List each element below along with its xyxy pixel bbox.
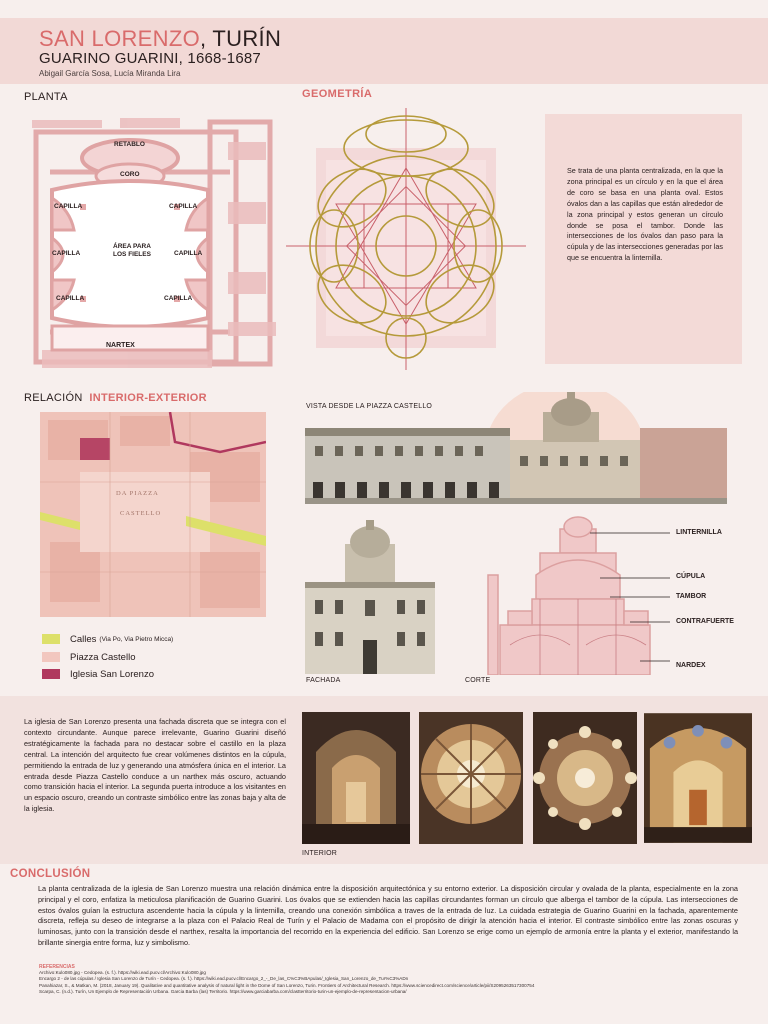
references xyxy=(39,964,754,995)
legend-label-piazza: Piazza Castello xyxy=(70,651,136,663)
reference-line[interactable]: Archivo:Kulo080.jpg - Cedopea. (s. f.). https://wiki.ead.pucv.cl/Archivo:Kulo080.jpg xyxy=(39,970,206,976)
corte-label-tambor: TAMBOR xyxy=(676,593,707,600)
label-coro: CORO xyxy=(120,171,140,178)
legend-item-calles xyxy=(42,633,173,645)
corte-label-linternilla: LINTERNILLA xyxy=(676,529,722,536)
relation-text: La iglesia de San Lorenzo presenta una fachada discreta que se integra con el contexto circundante. Aunque parece irrelevante, Guarino Guarini diseñó estratégicamente la fachada para no destacar sobre el castillo en la plaza central. La intención del arquitecto fue crear volúmenes distintos en la cúpula, permitiendo la entrada de luz y generando una atmósfera única en el interior. La entrada desde Piazza Castello conduce a un narthex más oscuro, actuando como transición hacia el interior. La segunda puerta introduce a los visitantes en un espacio oscuro, creando un contraste simbólico entre las zonas baja y alta de la iglesia. xyxy=(24,717,286,814)
floor-plan xyxy=(30,112,280,374)
legend-swatch-iglesia xyxy=(42,669,60,679)
authors: Abigail García Sosa, Lucía Miranda Lira xyxy=(39,69,181,78)
geometry-diagram xyxy=(286,108,526,370)
label-capilla-1: CAPILLA xyxy=(54,203,83,210)
title-rest: , TURÍN xyxy=(200,26,282,51)
photo-interior-3 xyxy=(531,712,639,844)
corte-leader-lines xyxy=(590,530,670,670)
legend-item-iglesia xyxy=(42,668,154,680)
caption-piazza: VISTA DESDE LA PIAZZA CASTELLO xyxy=(306,403,433,410)
legend-label-calles: Calles xyxy=(70,633,97,645)
reference-line[interactable]: Panahiazar, S., & Matkan, M. (2018, January 19). Qualitative and quantitative analysis of natural light in the Dome of San Lorenzo, Turin. Frontiers of Architectural Research. https://www.sciencedirect.com/science/article/pii/S2095263517300754 xyxy=(39,982,535,988)
label-area-line1: ÁREA PARA xyxy=(113,243,151,250)
photo-fachada xyxy=(305,520,435,674)
photo-interior-4 xyxy=(644,712,752,844)
label-capilla-3: CAPILLA xyxy=(52,250,81,257)
reference-line[interactable]: Scarpa, C. (n.d.). Turín, Un Ejemplo de Representación Urbana. Garcia Barba (las) Territorio. https://www.garciabarba.com/clastterritorio-turin-un-ejemplo-de-representacion-urbana/ xyxy=(39,988,407,994)
map-label-da-piazza: DA PIAZZA xyxy=(116,490,159,497)
caption-fachada: FACHADA xyxy=(306,677,341,684)
geometry-drawing xyxy=(286,108,526,370)
corte-label-nardex: NARDEX xyxy=(676,662,706,669)
corte-label-cupula: CÚPULA xyxy=(676,573,706,580)
section-relacion xyxy=(24,392,207,404)
section-planta: PLANTA xyxy=(24,91,68,103)
legend-label-iglesia: Iglesia San Lorenzo xyxy=(70,668,154,680)
photo-piazza-castello xyxy=(305,392,727,504)
relacion-accent: INTERIOR-EXTERIOR xyxy=(89,392,207,404)
label-area-fieles xyxy=(110,243,154,259)
label-capilla-5: CAPILLA xyxy=(56,295,85,302)
label-nartex: NARTEX xyxy=(106,342,135,349)
page-title xyxy=(39,26,281,52)
photo-interior-2 xyxy=(417,712,525,844)
corte-label-contrafuerte: CONTRAFUERTE xyxy=(676,618,734,625)
conclusion-text: La planta centralizada de la iglesia de San Lorenzo muestra una relación dinámica entre la disposición arquitectónica y su entorno exterior. La disposición circular y ovalada de la planta, especialmente en la zona principal y el coro, enfatiza la meticulosa planificación de Guarino Guarini. Los óvalos que se extienden hacia las capillas circundantes forman un círculo que alberga el tambor de la cúpula. Las intersecciones de estos óvalos guían la estructura ascendente hacia la cúpula y la linternilla, creando una conexión simbólica a traves de la entrada de luz. La cuidada estrategia de Guarino Guarini en la fachada, aparentemente discreta, refleja su deseo de integrarse a la plaza con el Palacio Real de Turín y el Palacio de Madama con el propósito de dirigir la atención hacia el interior. El contraste simbólico entre las zonas oscuras y luminosas, junto con la transición desde el narthex, resalta la importancia del recorrido en la experiencia del edificio. San Lorenzo se erige como un ejemplo de armonía entre la planta y el exterior, manifestando la brillante sinergia entre forma, luz y simbolismo. xyxy=(38,884,738,947)
section-conclusion: CONCLUSIÓN xyxy=(10,868,91,880)
site-map xyxy=(40,412,266,617)
section-geometria: GEOMETRÍA xyxy=(302,88,373,100)
label-capilla-6: CAPILLA xyxy=(164,295,193,302)
legend-item-piazza xyxy=(42,651,135,663)
page-subtitle: GUARINO GUARINI, 1668-1687 xyxy=(39,50,261,67)
photo-interior-1 xyxy=(302,712,410,844)
map-label-castello: CASTELLO xyxy=(120,510,162,517)
legend-swatch-piazza xyxy=(42,652,60,662)
reference-line[interactable]: Encargo 2 - de las cúpulas / Iglesia San Lorenzo de Turín - Cedopea. (s. f.). https://wiki.ead.pucv.cl/Encargo_2_-_De_las_C%C3%BApulas/_Iglesia_San_Lorenzo_de_Tur%C3%ADn xyxy=(39,976,409,982)
geometry-description: Se trata de una planta centralizada, en la que la zona principal es un círculo y en la que el área de coro se basa en una planta oval. Estos óvalos dan a las capillas que están alrededor de la zona principal y estos generan un círculo donde se posa el tambor. Donde las intersecciones de los óvalos dan paso para la cúpula y de las intersecciones generadas por las que se encuentra la linternilla. xyxy=(567,166,723,263)
caption-corte: CORTE xyxy=(465,677,491,684)
label-retablo: RETABLO xyxy=(114,141,145,148)
relacion-word: RELACIÓN xyxy=(24,392,83,404)
legend-note-calles: (Via Po, Via Pietro Micca) xyxy=(99,635,174,643)
floor-plan-drawing xyxy=(30,112,280,374)
caption-interior: INTERIOR xyxy=(302,850,338,857)
label-capilla-2: CAPILLA xyxy=(169,203,198,210)
title-main: SAN LORENZO xyxy=(39,26,200,51)
label-capilla-4: CAPILLA xyxy=(174,250,203,257)
label-area-line2: LOS FIELES xyxy=(113,251,151,258)
legend-swatch-calles xyxy=(42,634,60,644)
geometry-description-box xyxy=(545,114,742,364)
references-title: REFERENCIAS xyxy=(39,964,75,970)
